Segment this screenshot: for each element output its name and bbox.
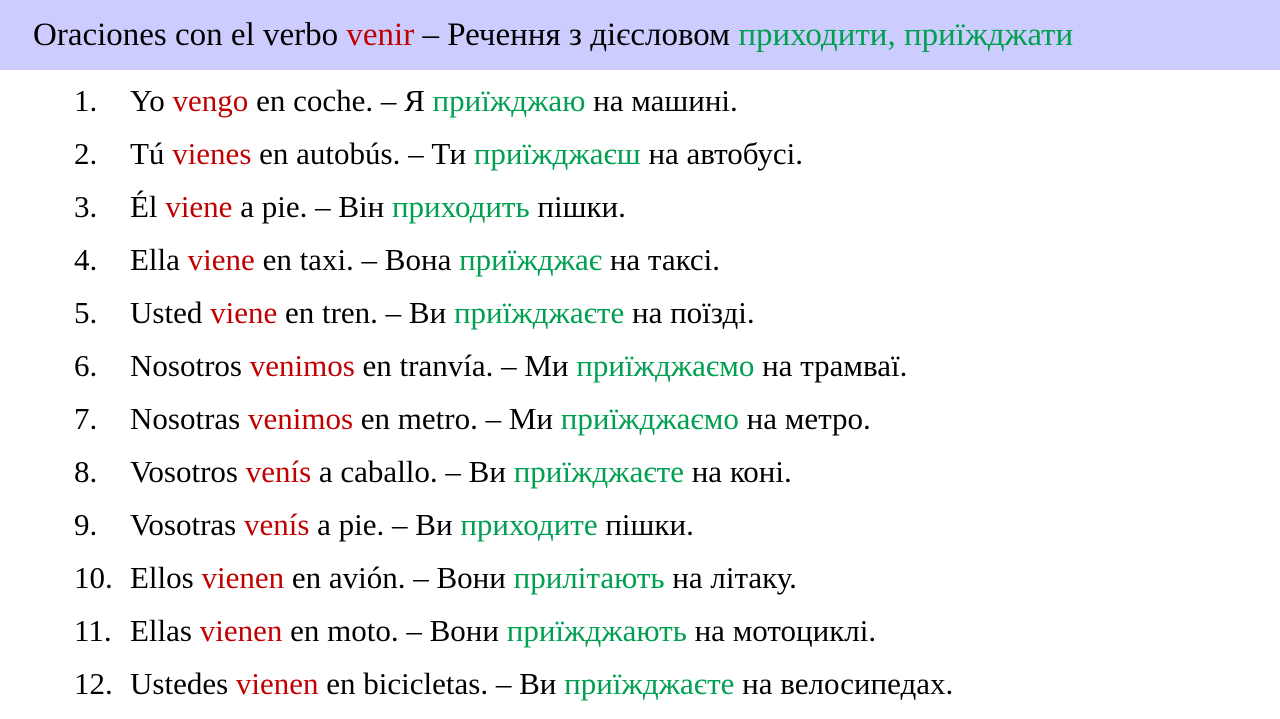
- ukrainian-verb: приїжджаєте: [453, 295, 625, 330]
- item-number: 7.: [74, 401, 98, 436]
- spanish-verb: venimos: [249, 348, 355, 383]
- ukrainian-verb: приїжджаю: [432, 83, 586, 118]
- translation-text: en avión. – Вони: [284, 560, 514, 595]
- translation-text: en bicicletas. – Ви: [318, 666, 565, 701]
- spanish-text: Ustedes: [130, 666, 236, 701]
- title-ukrainian-verbs: приходити, приїжджати: [738, 17, 1074, 53]
- spanish-text: Usted: [130, 295, 211, 330]
- spanish-verb: viene: [210, 295, 278, 330]
- sentence: [130, 127, 803, 180]
- sentence: [130, 392, 871, 445]
- ukrainian-text: на поїзді.: [624, 295, 755, 330]
- translation-text: a pie. – Він: [232, 189, 392, 224]
- ukrainian-verb: приїжджають: [506, 613, 687, 648]
- sentence: [130, 657, 953, 710]
- list-item: [0, 551, 1280, 604]
- list-item: [0, 286, 1280, 339]
- spanish-verb: venimos: [247, 401, 354, 436]
- item-number: 2.: [74, 136, 98, 171]
- spanish-verb: vengo: [172, 83, 249, 118]
- sentence: [130, 233, 720, 286]
- sentence: [130, 180, 626, 233]
- item-number: 10.: [74, 560, 113, 595]
- translation-text: en tren. – Ви: [277, 295, 454, 330]
- spanish-text: Él: [130, 189, 166, 224]
- ukrainian-text: пішки.: [529, 189, 626, 224]
- item-number: 5.: [74, 295, 98, 330]
- ukrainian-text: на таксі.: [602, 242, 721, 277]
- ukrainian-text: на метро.: [738, 401, 871, 436]
- spanish-verb: vienen: [201, 560, 285, 595]
- spanish-text: Tú: [130, 136, 173, 171]
- spanish-text: Yo: [130, 83, 173, 118]
- list-item: [0, 392, 1280, 445]
- title-separator: – Речення з дієсловом: [414, 17, 739, 53]
- translation-text: a caballo. – Ви: [311, 454, 514, 489]
- ukrainian-verb: приходите: [460, 507, 598, 542]
- translation-text: en autobús. – Ти: [251, 136, 474, 171]
- sentence: [130, 286, 755, 339]
- spanish-verb: viene: [165, 189, 233, 224]
- translation-text: en metro. – Ми: [353, 401, 561, 436]
- item-number: 6.: [74, 348, 98, 383]
- ukrainian-verb: приїжджає: [459, 242, 603, 277]
- sentence: [130, 498, 694, 551]
- translation-text: en taxi. – Вона: [254, 242, 460, 277]
- ukrainian-text: на коні.: [683, 454, 792, 489]
- list-item: [0, 445, 1280, 498]
- spanish-text: Nosotros: [130, 348, 250, 383]
- ukrainian-text: пішки.: [597, 507, 694, 542]
- spanish-verb: venís: [243, 507, 310, 542]
- item-number: 8.: [74, 454, 98, 489]
- spanish-text: Ella: [130, 242, 188, 277]
- spanish-text: Nosotras: [130, 401, 248, 436]
- ukrainian-verb: приїжджаєш: [473, 136, 641, 171]
- title-spanish: Oraciones con el verbo: [33, 17, 347, 53]
- list-item: [0, 233, 1280, 286]
- item-number: 3.: [74, 189, 98, 224]
- item-number: 11.: [74, 613, 112, 648]
- sentence: [130, 445, 792, 498]
- list-item: [0, 180, 1280, 233]
- item-number: 9.: [74, 507, 98, 542]
- sentence: [130, 551, 797, 604]
- list-item: [0, 74, 1280, 127]
- spanish-text: Vosotras: [130, 507, 244, 542]
- translation-text: en moto. – Вони: [282, 613, 507, 648]
- spanish-verb: venís: [245, 454, 312, 489]
- ukrainian-verb: приїжджаємо: [576, 348, 755, 383]
- spanish-verb: vienen: [235, 666, 319, 701]
- sentence: [130, 74, 738, 127]
- list-item: [0, 498, 1280, 551]
- spanish-verb: viene: [187, 242, 255, 277]
- spanish-verb: vienes: [172, 136, 252, 171]
- item-number: 4.: [74, 242, 98, 277]
- ukrainian-text: на мотоциклі.: [686, 613, 877, 648]
- list-item: [0, 127, 1280, 180]
- list-item: [0, 604, 1280, 657]
- translation-text: en tranvía. – Ми: [354, 348, 577, 383]
- list-item: [0, 339, 1280, 392]
- spanish-verb: vienen: [199, 613, 283, 648]
- ukrainian-text: на трамваї.: [754, 348, 908, 383]
- ukrainian-verb: приїжджаємо: [560, 401, 739, 436]
- spanish-text: Ellas: [130, 613, 200, 648]
- sentence-list: [0, 74, 1280, 710]
- sentence: [130, 604, 876, 657]
- list-item: [0, 657, 1280, 710]
- spanish-text: Vosotros: [130, 454, 246, 489]
- page-title: [0, 0, 1280, 70]
- ukrainian-verb: приїжджаєте: [564, 666, 735, 701]
- ukrainian-text: на велосипедах.: [734, 666, 954, 701]
- translation-text: a pie. – Ви: [309, 507, 461, 542]
- item-number: 1.: [74, 83, 98, 118]
- ukrainian-text: на літаку.: [664, 560, 797, 595]
- item-number: 12.: [74, 666, 113, 701]
- ukrainian-verb: приїжджаєте: [513, 454, 684, 489]
- ukrainian-verb: прилітають: [513, 560, 665, 595]
- translation-text: en coche. – Я: [248, 83, 433, 118]
- ukrainian-text: на автобусі.: [640, 136, 804, 171]
- spanish-text: Ellos: [130, 560, 202, 595]
- title-verb: venir: [346, 17, 415, 53]
- ukrainian-verb: приходить: [391, 189, 530, 224]
- sentence: [130, 339, 907, 392]
- ukrainian-text: на машині.: [585, 83, 738, 118]
